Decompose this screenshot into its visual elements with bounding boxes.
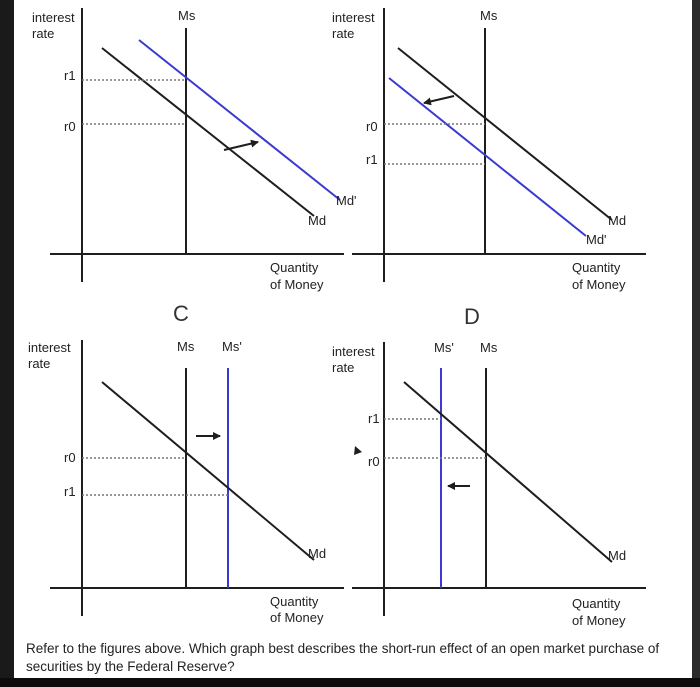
panel-letter: D (464, 304, 480, 329)
supply-new-label: Ms' (434, 340, 454, 355)
r0-label: r0 (366, 119, 378, 134)
r0-label: r0 (64, 450, 76, 465)
question-text: Refer to the figures above. Which graph best describes the short-run effect of an open market purchase of securities by the Federal Reserve? (26, 641, 660, 674)
r0-label: r0 (64, 119, 76, 134)
r1-label: r1 (64, 484, 76, 499)
shift-arrow (224, 142, 258, 150)
x-axis-label: of Money (572, 277, 626, 292)
supply-label: Ms (177, 339, 195, 354)
x-axis-label: Quantity (572, 596, 621, 611)
x-axis-label: of Money (270, 610, 324, 625)
money-market-diagrams (14, 0, 692, 678)
demand-label: Md (608, 213, 627, 228)
supply-label: Ms (480, 340, 498, 355)
money-demand-shifted-line (139, 40, 340, 200)
money-demand-line (404, 382, 612, 562)
panel-d (332, 304, 646, 628)
demand-label: Md (308, 213, 327, 228)
money-demand-shifted-line (389, 78, 586, 236)
demand-label: Md (608, 548, 627, 563)
x-axis-label: Quantity (270, 260, 319, 275)
panel-b (332, 8, 646, 292)
money-demand-line (398, 48, 612, 220)
demand-label: Md (308, 546, 327, 561)
x-axis-label: of Money (270, 277, 324, 292)
y-axis-label: rate (32, 26, 55, 41)
supply-new-label: Ms' (222, 339, 242, 354)
shift-arrow (424, 96, 454, 103)
y-axis-label: interest (32, 10, 75, 25)
cursor-icon (354, 446, 362, 455)
x-axis-label: Quantity (572, 260, 621, 275)
r1-label: r1 (64, 68, 76, 83)
x-axis-label: Quantity (270, 594, 319, 609)
worksheet (14, 0, 692, 678)
y-axis-label: interest (332, 344, 375, 359)
r1-label: r1 (366, 152, 378, 167)
y-axis-label: interest (332, 10, 375, 25)
panel-a (32, 8, 344, 292)
r0-label: r0 (368, 454, 380, 469)
x-axis-label: of Money (572, 613, 626, 628)
screen-edge (0, 678, 700, 687)
money-demand-line (102, 48, 314, 216)
supply-label: Ms (480, 8, 498, 23)
y-axis-label: rate (28, 356, 51, 371)
screen-edge (692, 0, 700, 687)
y-axis-label: interest (28, 340, 71, 355)
demand-new-label: Md' (336, 193, 357, 208)
panel-letter: C (173, 301, 189, 326)
money-demand-line (102, 382, 314, 560)
r1-label: r1 (368, 411, 380, 426)
y-axis-label: rate (332, 26, 355, 41)
y-axis-label: rate (332, 360, 355, 375)
supply-label: Ms (178, 8, 196, 23)
demand-shifted-label: Md' (586, 232, 607, 247)
panel-c (28, 301, 344, 625)
